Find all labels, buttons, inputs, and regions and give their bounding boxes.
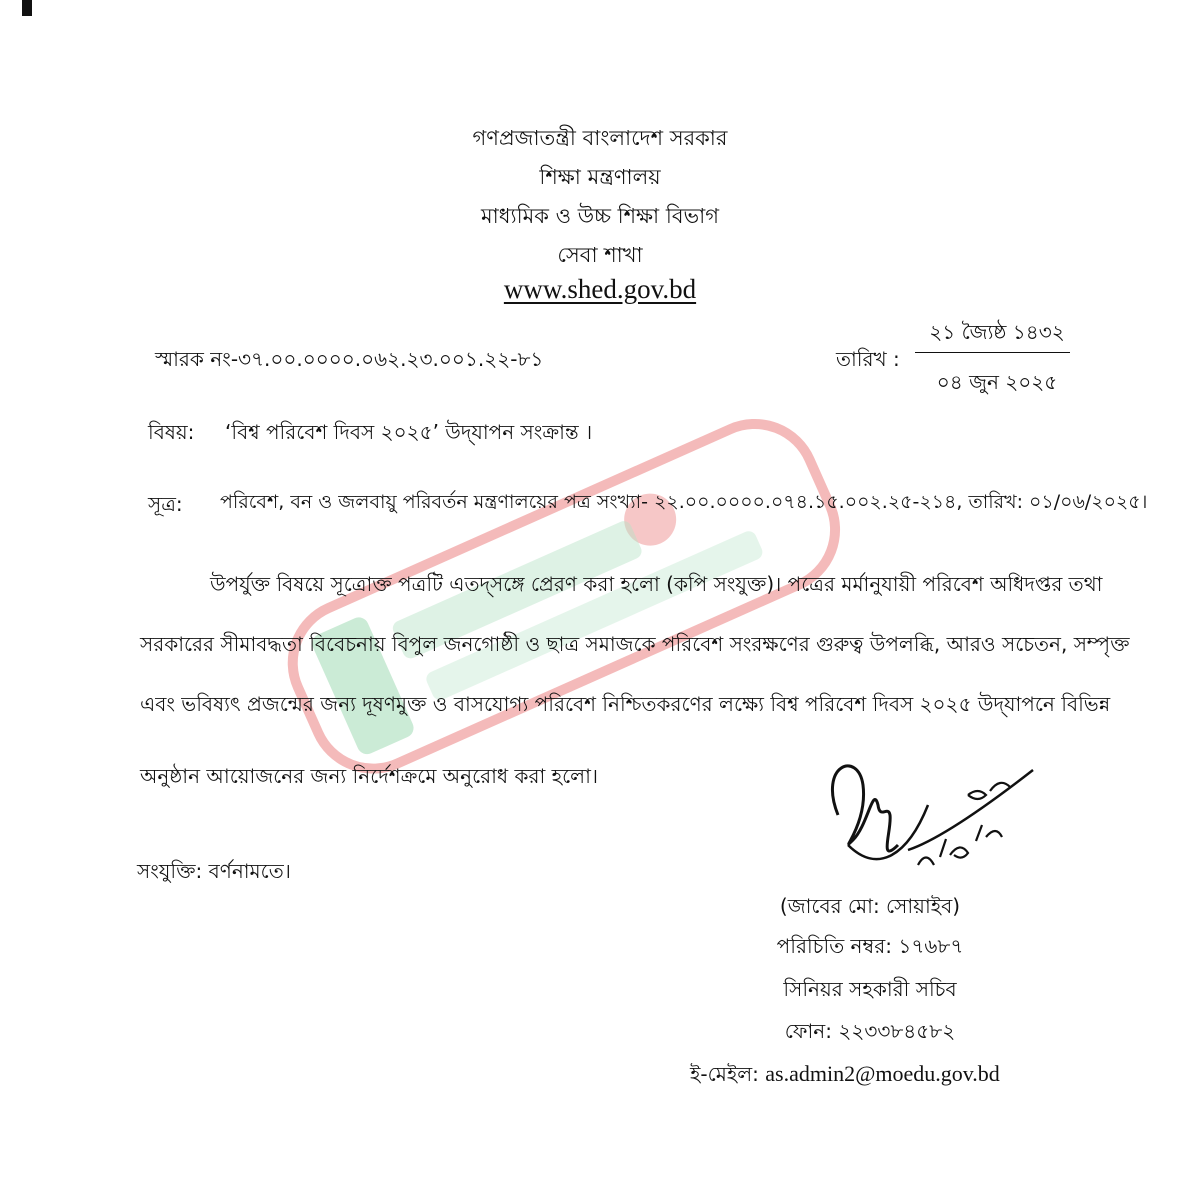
memo-number: স্মারক নং-৩৭.০০.০০০০.০৬২.২৩.০০১.২২-৮১ <box>155 347 544 371</box>
subject-label: বিষয়: <box>148 420 195 444</box>
government-name: গণপ্রজাতন্ত্রী বাংলাদেশ সরকার <box>472 126 728 150</box>
attachment-note: সংযুক্তি: বর্ণনামতে। <box>137 859 291 883</box>
signatory-phone: ফোন: ২২৩৩৮৪৫৮২ <box>784 1019 956 1043</box>
signatory-designation: সিনিয়র সহকারী সচিব <box>783 977 957 1001</box>
body-line-3: এবং ভবিষ্যৎ প্রজন্মের জন্য দূষণমুক্ত ও বাসযোগ্য পরিবেশ নিশ্চিতকরণের লক্ষ্যে বিশ্ব পরিবেশ দিবস ২০২৫ উদ্‌যাপনে বিভিন্ন <box>140 692 1111 716</box>
date-label: তারিখ : <box>836 347 900 371</box>
signatory-id: পরিচিতি নম্বর: ১৭৬৮৭ <box>776 934 964 958</box>
date-english: ০৪ জুন ২০২৫ <box>936 370 1058 394</box>
reference-text: পরিবেশ, বন ও জলবায়ু পরিবর্তন মন্ত্রণালয়ের পত্র সংখ্যা- ২২.০০.০০০০.০৭৪.১৫.০০২.২৫-২১৪, তারিখ: ০১/০৬/২০২৫। <box>220 491 1148 513</box>
body-line-2: সরকারের সীমাবদ্ধতা বিবেচনায় বিপুল জনগোষ্ঠী ও ছাত্র সমাজকে পরিবেশ সংরক্ষণের গুরুত্ব উপলব্ধি, আরও সচেতন, সম্পৃক্ত <box>140 632 1130 656</box>
date-divider <box>915 352 1070 353</box>
date-bangla: ২১ জ্যৈষ্ঠ ১৪৩২ <box>929 320 1065 344</box>
signatory-email-row <box>690 1060 1050 1093</box>
division-name: মাধ্যমিক ও উচ্চ শিক্ষা বিভাগ <box>480 204 720 228</box>
body-line-1: উপর্যুক্ত বিষয়ে সূত্রোক্ত পত্রটি এতদ্‌সঙ্গে প্রেরণ করা হলো (কপি সংযুক্ত)। পত্রের মর্মানুযায়ী পরিবেশ অধিদপ্তর তথা <box>210 572 1103 596</box>
ministry-name: শিক্ষা মন্ত্রণালয় <box>539 165 661 189</box>
scan-corner-mark <box>22 0 32 16</box>
signatory-name: (জাবের মো: সোয়াইব) <box>779 894 961 918</box>
subject-text: ‘বিশ্ব পরিবেশ দিবস ২০২৫’ উদ্‌যাপন সংক্রান্ত । <box>225 420 593 444</box>
email-address[interactable]: as.admin2@moedu.gov.bd <box>765 1061 1000 1086</box>
body-line-4: অনুষ্ঠান আয়োজনের জন্য নির্দেশক্রমে অনুরোধ করা হলো। <box>140 764 599 788</box>
reference-label: সূত্র: <box>148 492 183 516</box>
branch-name: সেবা শাখা <box>557 243 643 267</box>
website-link[interactable]: www.shed.gov.bd <box>503 274 697 304</box>
email-label: ই-মেইল: <box>690 1062 759 1086</box>
handwritten-signature <box>818 745 1048 885</box>
